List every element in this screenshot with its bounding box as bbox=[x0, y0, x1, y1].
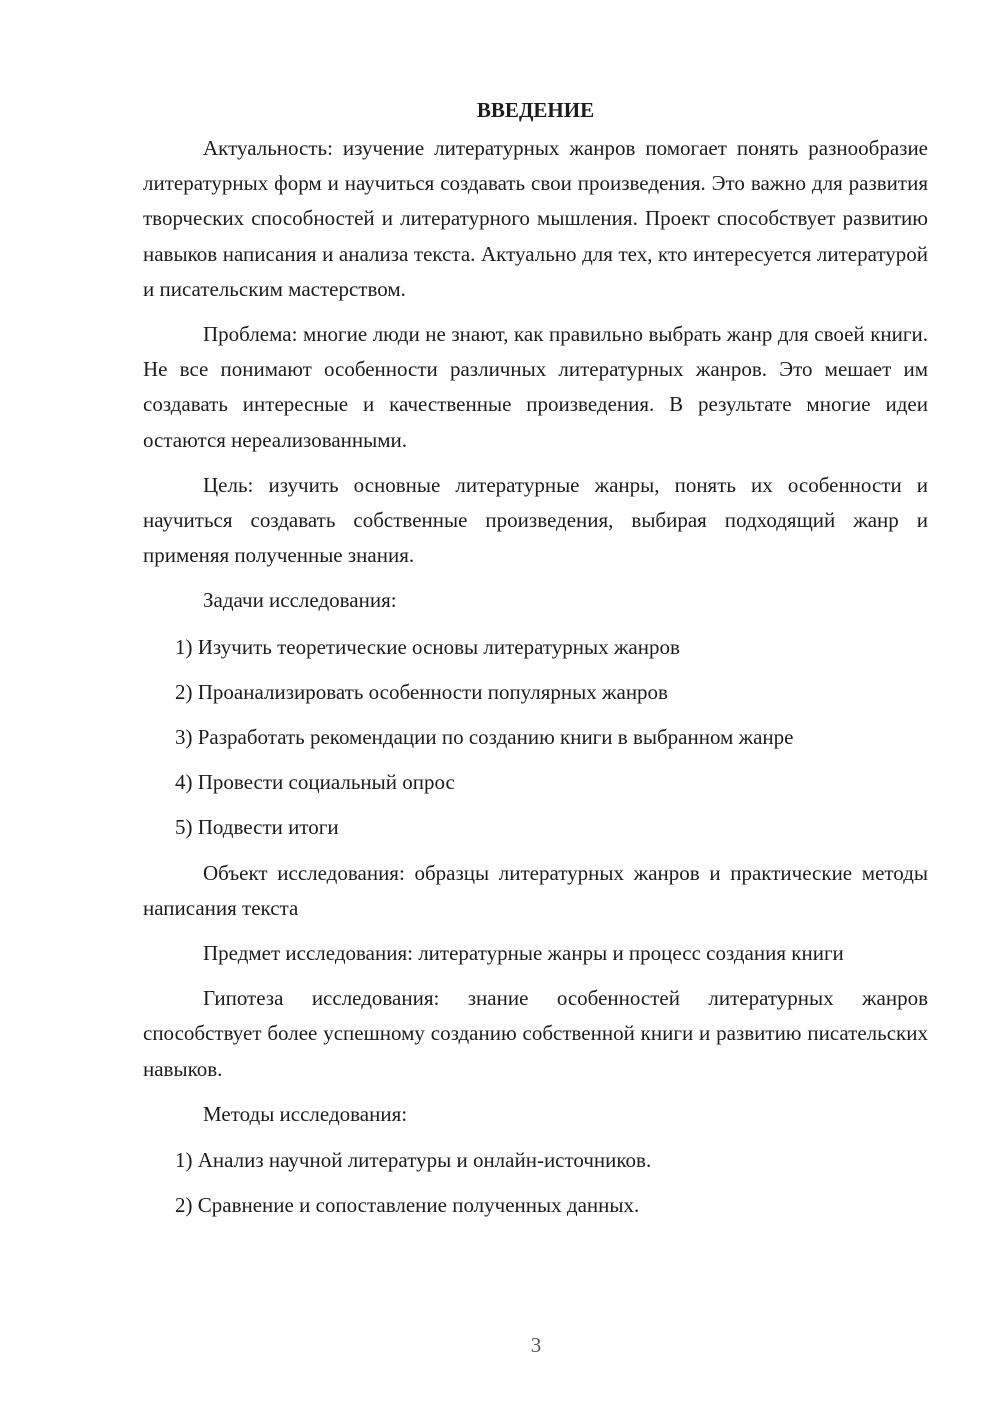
section-heading: ВВЕДЕНИЕ bbox=[476, 98, 595, 122]
goal-paragraph: Цель: изучить основные литературные жанры, понять их особенности и научиться создавать собственные произведения, выбирая подходящий жанр и применяя полученные знания. bbox=[143, 472, 928, 568]
hypothesis-paragraph: Гипотеза исследования: знание особенностей литературных жанров способствует более успешному созданию собственной книги и развитию писательских навыков. bbox=[143, 986, 928, 1081]
task-item-2: 2) Проанализировать особенности популярных жанров bbox=[175, 679, 668, 704]
task-item-3: 3) Разработать рекомендации по созданию книги в выбранном жанре bbox=[175, 725, 794, 750]
object-paragraph: Объект исследования: образцы литературных жанров и практические методы написания текста bbox=[143, 860, 928, 920]
method-item-1: 1) Анализ научной литературы и онлайн-источников. bbox=[175, 1148, 652, 1173]
task-item-5: 5) Подвести итоги bbox=[175, 815, 339, 840]
tasks-title: Задачи исследования: bbox=[203, 588, 397, 613]
task-item-4: 4) Провести социальный опрос bbox=[175, 770, 455, 795]
methods-list bbox=[143, 1143, 928, 1223]
subject-paragraph: Предмет исследования: литературные жанры и процесс создания книги bbox=[203, 941, 844, 966]
relevance-paragraph: Актуальность: изучение литературных жанров помогает понять разнообразие литературных форм и научиться создавать свои произведения. Это важно для развития творческих способностей и литературного мышления. Проект способствует развитию навыков написания и анализа текста. Актуально для тех, кто интересуется литературой и писательским мастерством. bbox=[143, 136, 928, 301]
page-number: 3 bbox=[530, 1333, 542, 1357]
page-content bbox=[143, 95, 928, 1233]
tasks-list bbox=[143, 630, 928, 846]
problem-paragraph: Проблема: многие люди не знают, как правильно выбрать жанр для своей книги. Не все понимают особенности различных литературных жанров. Это мешает им создавать интересные и качественные произведения. В результате многие идеи остаются нереализованными. bbox=[143, 322, 928, 452]
task-item-1: 1) Изучить теоретические основы литературных жанров bbox=[175, 634, 680, 659]
method-item-2: 2) Сравнение и сопоставление полученных данных. bbox=[175, 1193, 640, 1218]
methods-title: Методы исследования: bbox=[203, 1101, 408, 1126]
